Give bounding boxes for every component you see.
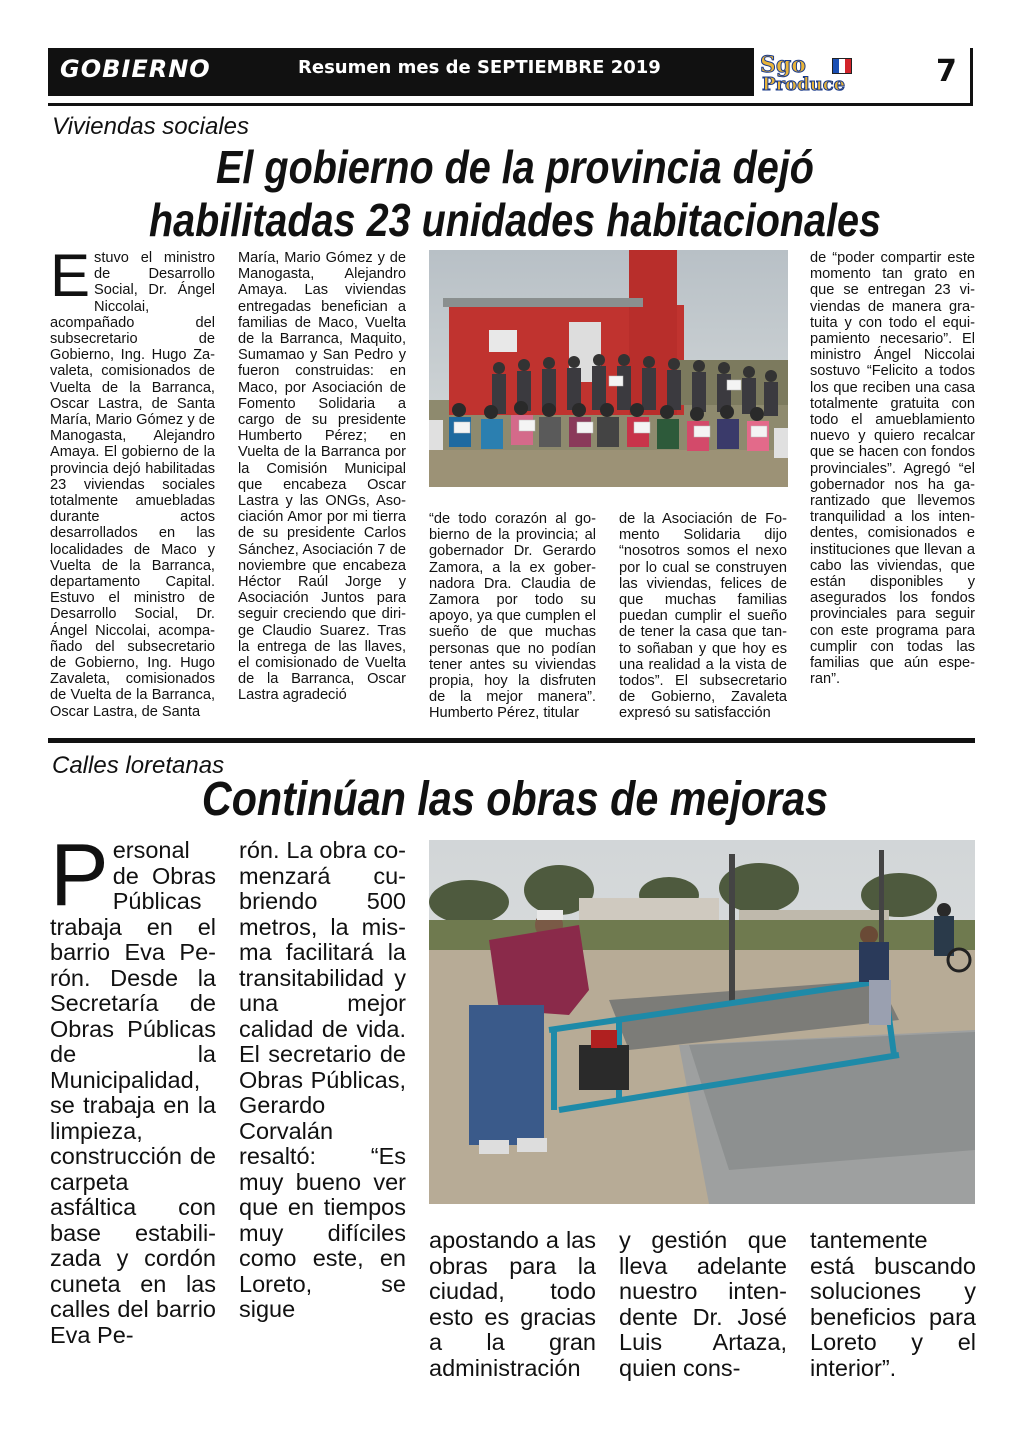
- article1-headline-line2: habilitadas 23 unidades habitacionales: [148, 194, 882, 246]
- article2-column-4: y gestión que lleva adelante nuestro intendente Dr. José Luis Artaza, quien cons-: [619, 1227, 787, 1381]
- section-title: GOBIERNO: [60, 55, 211, 83]
- header-divider: [970, 48, 973, 104]
- housing-delivery-photo: [429, 250, 788, 487]
- article1-column-1: [50, 242, 215, 720]
- issue-summary: Resumen mes de SEPTIEMBRE 2019: [298, 57, 661, 78]
- drop-cap: E: [50, 242, 91, 309]
- article1-column-3: “de todo corazón al gobierno de la provincia; al gobernador Dr. Gerardo Zamora, a la ex gobernadora Dra. Claudia de Zamora por todo su apoyo, ya que cumplen el sueño de que muchas personas que no podían tener antes su viviendas propia, hoy la disfruten de la mejor manera”. Humberto Pérez, titular: [429, 511, 596, 722]
- article1-col1-text: stuvo el ministro de Desarrollo Social, Dr. Ángel Niccolai, acompañado del subsecretario de Gobierno, Ing. Hugo Zavaleta, comisionados de Vuelta de la Barranca, Oscar Lastra, de Santa María, Mario Gómez y de Manogasta, Alejandro Amaya. El gobierno de la provincia dejó habilitadas 23 viviendas sociales totalmente amuebladas durante actos desarrollados en las localidades de Maco y Vuelta de la Barranca, departamento Capital. Estuvo el ministro de Desarrollo Social, Dr. Ángel Niccolai, acompañado del subsecretario de Gobierno, Ing. Hugo Zavaleta, comisionados de Vuelta de la Barranca, Oscar Lastra, de Santa: [50, 250, 215, 720]
- article2-headline: Continúan las obras de mejoras: [201, 773, 829, 826]
- logo-text-top: Sgo: [760, 52, 806, 78]
- flag-icon: [832, 58, 852, 74]
- publication-logo: [760, 52, 900, 96]
- street-photo-svg: [429, 840, 975, 1204]
- article-divider: [48, 738, 975, 743]
- housing-photo-svg: [429, 250, 788, 487]
- header-rule: [48, 103, 973, 106]
- page-number: 7: [936, 54, 957, 89]
- article2-kicker: Calles loretanas: [52, 752, 225, 779]
- article2-column-5: tantemente está buscando soluciones y beneficios para Loreto y el interior”.: [810, 1227, 976, 1381]
- article1-column-4: de la Asociación de Fomento Solidaria dijo “nosotros somos el nexo por lo cual se construyen las viviendas, felices de que muchas familias puedan cumplir el sueño de tener la casa que tanto soñaban y que hoy es una realidad a la vista de todos”. El subsecretario de Gobierno, Zavaleta expresó su satisfacción: [619, 511, 787, 722]
- article1-kicker: Viviendas sociales: [52, 113, 250, 140]
- street-works-photo: [429, 840, 975, 1204]
- drop-cap: P: [50, 825, 109, 924]
- logo-text-bottom: Produce: [762, 74, 846, 95]
- article2-col1-text: ersonal de Obras Públicas trabaja en el barrio Eva Perón. Desde la Secretaría de Obras Públicas de la Municipalidad, se trabaja en la limpieza, construcción de carpeta asfáltica con base estabilizada y cordón cuneta en las calles del barrio Eva Pe-: [50, 837, 216, 1348]
- article2-column-1: [50, 825, 216, 1348]
- article2-column-3: apostando a las obras para la ciudad, todo esto es gracias a la gran administración: [429, 1227, 596, 1381]
- article1-column-5: de “poder compartir este momento tan grato en que se entregan 23 viviendas de manera gratuita y con todo el equipamiento necesario”. El ministro Ángel Niccolai sostuvo “Felicito a todos los que reciben una casa totalmente gratuita con todo el amueblamiento nuevo y quiero recalcar que se hacen con fondos provinciales”. Agregó “el gobernador nos ha garantizado que llevemos tranquilidad a los intendentes, comisionados e instituciones que llevan a cabo las viviendas, que están disponibles y asegurados los fondos provinciales para seguir con este programa para cumplir con todas las familias que aún esperan”.: [810, 250, 975, 688]
- article1-column-2: María, Mario Gómez y de Manogasta, Alejandro Amaya. Las viviendas entregadas benefician a familias de Maco, Vuelta de la Barranca, Maquito, Sumamao y San Pedro y fueron construidas: en Maco, por Asociación de Fomento Solidaria a cargo de su presidente Humberto Pérez; en Vuelta de la Barranca por la Comisión Municipal que encabeza Oscar Lastra y las ONGs, Asociación Amor por mi tierra de su presidente Carlos Sánchez, Asociación 7 de noviembre que encabeza Héctor Raúl Jorge y Asociación Juntos para seguir creciendo que dirige Claudio Suarez. Tras la entrega de las llaves, el comisionado de Vuelta de la Barranca, Oscar Lastra agradeció: [238, 250, 406, 704]
- article2-column-2: rón. La obra comenzará cubriendo 500 metros, la misma facilitará la transitabilidad y una mejor calidad de vida. El secretario de Obras Públicas, Gerardo Corvalán resaltó: “Es muy bueno ver que en tiempos muy difíciles como este, en Loreto, se sigue: [239, 837, 406, 1322]
- article1-headline-line1: El gobierno de la provincia dejó: [216, 141, 814, 193]
